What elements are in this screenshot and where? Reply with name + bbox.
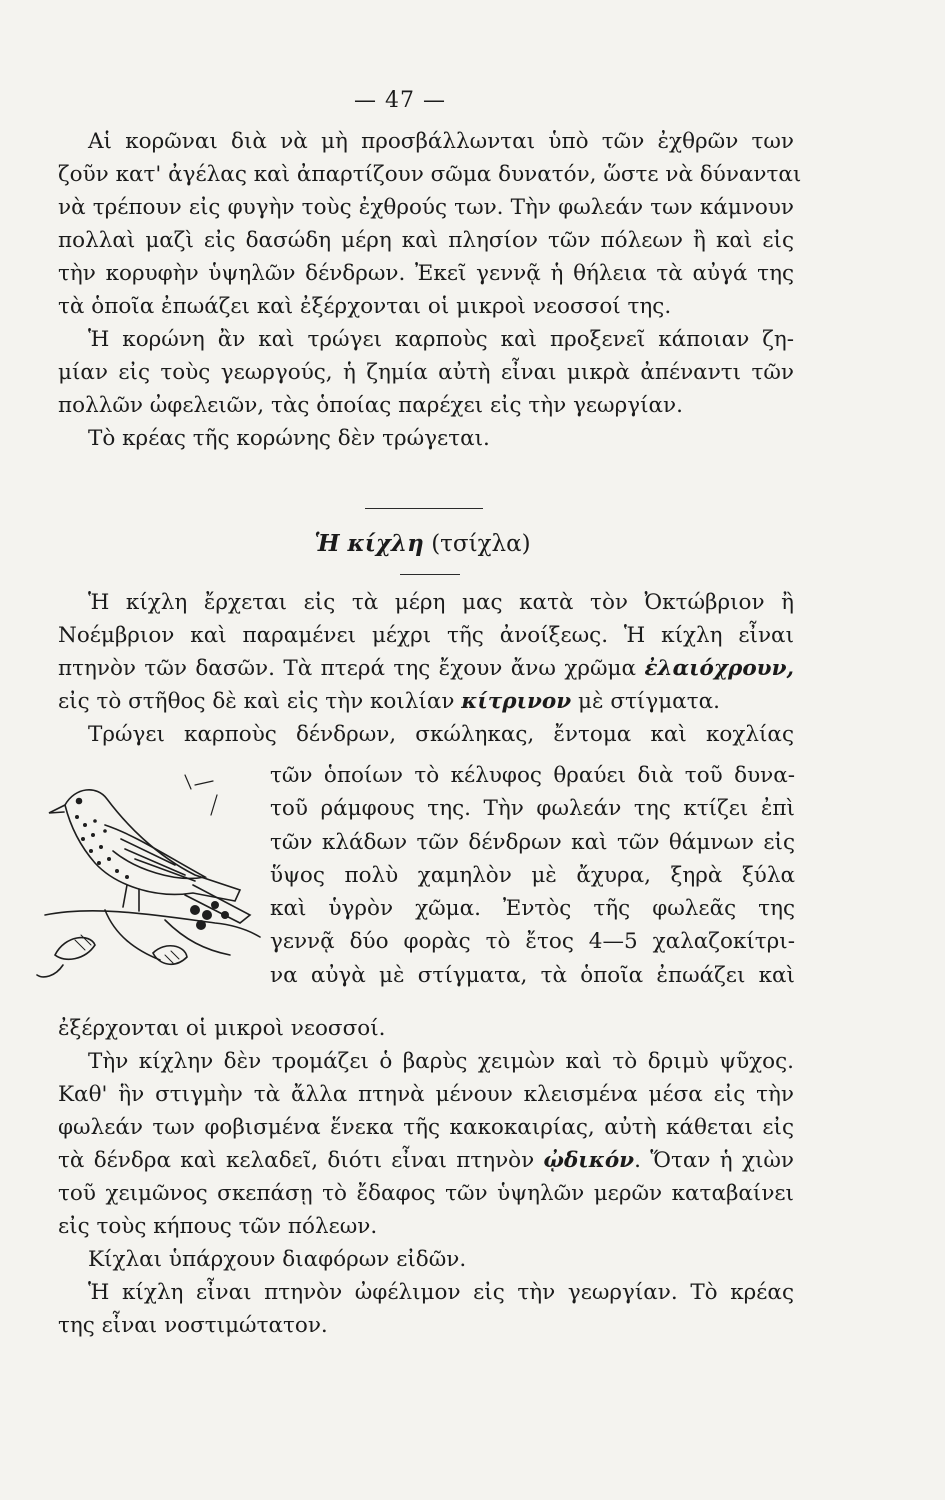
- paragraph-thrush-feeding: [270, 759, 795, 992]
- text-line: Κίχλαι ὑπάρχουν διαφόρων εἰδῶν.: [88, 1247, 467, 1272]
- text-line: Τὸ κρέας τῆς κορώνης δὲν τρώγεται.: [88, 426, 490, 451]
- text-line: της εἶναι νοστιμώτατον.: [58, 1313, 328, 1338]
- text-line: Αἱ κορῶναι διὰ νὰ μὴ προσβάλλωνται ὑπὸ τῶν ἐχθρῶν των: [88, 129, 794, 154]
- emphasis-yellow: κίτρινον: [461, 689, 572, 714]
- emphasis-olive: ἐλαιόχρουν,: [644, 656, 794, 681]
- paragraph-thrush-winter: [58, 1012, 794, 1342]
- text-line: Ἡ κορώνη ἂν καὶ τρώγει καρποὺς καὶ προξενεῖ κάποιαν ζη-: [88, 327, 794, 352]
- section-divider: [365, 508, 483, 509]
- section-heading: [0, 530, 845, 557]
- text-line: ἐξέρχονται οἱ μικροὶ νεοσσοί.: [58, 1016, 386, 1041]
- text-line: τῶν ὁποίων τὸ κέλυφος θραύει διὰ τοῦ δυνα-: [270, 763, 795, 788]
- text-line: νὰ τρέπουν εἰς φυγὴν τοὺς ἐχθρούς των. Τὴν φωλεάν των κάμνουν: [58, 195, 794, 220]
- emphasis-songbird: ᾠδικόν: [543, 1148, 635, 1173]
- text-line: ὕψος πολὺ χαμηλὸν μὲ ἄχυρα, ξηρὰ ξύλα: [270, 862, 795, 888]
- text-line: εἰς τοὺς κήπους τῶν πόλεων.: [58, 1214, 378, 1239]
- text-line: Ἡ κίχλη ἔρχεται εἰς τὰ μέρη μας κατὰ τὸν Ὀκτώβριον ἢ: [88, 590, 794, 615]
- heading-subtitle: (τσίχλα): [423, 531, 531, 557]
- text-line: εἰς τὸ στῆθος δὲ καὶ εἰς τὴν κοιλίαν κίτρινον μὲ στίγματα.: [58, 689, 720, 714]
- thrush-illustration: [35, 765, 265, 990]
- text-line: Καθ' ἣν στιγμὴν τὰ ἄλλα πτηνὰ μένουν κλεισμένα μέσα εἰς τὴν: [58, 1082, 794, 1107]
- text-line: ζοῦν κατ' ἀγέλας καὶ ἀπαρτίζουν σῶμα δυνατόν, ὥστε νὰ δύνανται: [58, 162, 802, 187]
- text-line: μίαν εἰς τοὺς γεωργούς, ἡ ζημία αὐτὴ εἶναι μικρὰ ἀπέναντι τῶν: [58, 360, 794, 385]
- text-line: τοῦ χειμῶνος σκεπάσῃ τὸ ἔδαφος τῶν ὑψηλῶν μερῶν καταβαίνει: [58, 1181, 794, 1206]
- text-line: Νοέμβριον καὶ παραμένει μέχρι τῆς ἀνοίξεως. Ἡ κίχλη εἶναι: [58, 623, 794, 648]
- text-line: πολλαὶ μαζὶ εἰς δασώδη μέρη καὶ πλησίον τῶν πόλεων ἢ καὶ εἰς: [58, 228, 794, 253]
- text-line: τὴν κορυφὴν ὑψηλῶν δένδρων. Ἐκεῖ γεννᾷ ἡ θήλεια τὰ αὐγά της: [58, 261, 794, 286]
- text-line: πολλῶν ὠφελειῶν, τὰς ὁποίας παρέχει εἰς τὴν γεωργίαν.: [58, 393, 683, 418]
- paragraph-thrush-arrival: [58, 586, 794, 751]
- text-line: τοῦ ράμφους της. Τὴν φωλεάν της κτίζει ἐπὶ: [270, 796, 795, 822]
- text-line: Ἡ κίχλη εἶναι πτηνὸν ὠφέλιμον εἰς τὴν γεωργίαν. Τὸ κρέας: [88, 1280, 794, 1305]
- paragraph-crow-habits: [58, 125, 802, 455]
- heading-title: Ἡ κίχλη: [314, 530, 424, 557]
- text-line: πτηνὸν τῶν δασῶν. Τὰ πτερά της ἔχουν ἄνω χρῶμα ἐλαιόχρουν,: [58, 656, 794, 681]
- text-line: Τὴν κίχλην δὲν τρομάζει ὁ βαρὺς χειμὼν καὶ τὸ δριμὺ ψῦχος.: [88, 1049, 794, 1074]
- text-line: καὶ ὑγρὸν χῶμα. Ἐντὸς τῆς φωλεᾶς της: [270, 896, 795, 922]
- text-line: να αὐγὰ μὲ στίγματα, τὰ ὁποῖα ἐπωάζει καὶ: [270, 962, 795, 988]
- heading-underline: [400, 574, 460, 575]
- text-line: τῶν κλάδων τῶν δένδρων καὶ τῶν θάμνων εἰς: [270, 829, 795, 855]
- text-line: Τρώγει καρποὺς δένδρων, σκώληκας, ἔντομα καὶ κοχλίας: [88, 722, 794, 747]
- text-line: τὰ ὁποῖα ἐπωάζει καὶ ἐξέρχονται οἱ μικροὶ νεοσσοί της.: [58, 294, 672, 319]
- page-number: — 47 —: [354, 88, 446, 113]
- text-line: γεννᾷ δύο φορὰς τὸ ἔτος 4—5 χαλαζοκίτρι-: [270, 929, 795, 955]
- text-line: τὰ δένδρα καὶ κελαδεῖ, διότι εἶναι πτηνὸν ᾠδικόν. Ὅταν ἡ χιὼν: [58, 1148, 794, 1173]
- text-line: φωλεάν των φοβισμένα ἕνεκα τῆς κακοκαιρίας, αὐτὴ κάθεται εἰς: [58, 1115, 794, 1140]
